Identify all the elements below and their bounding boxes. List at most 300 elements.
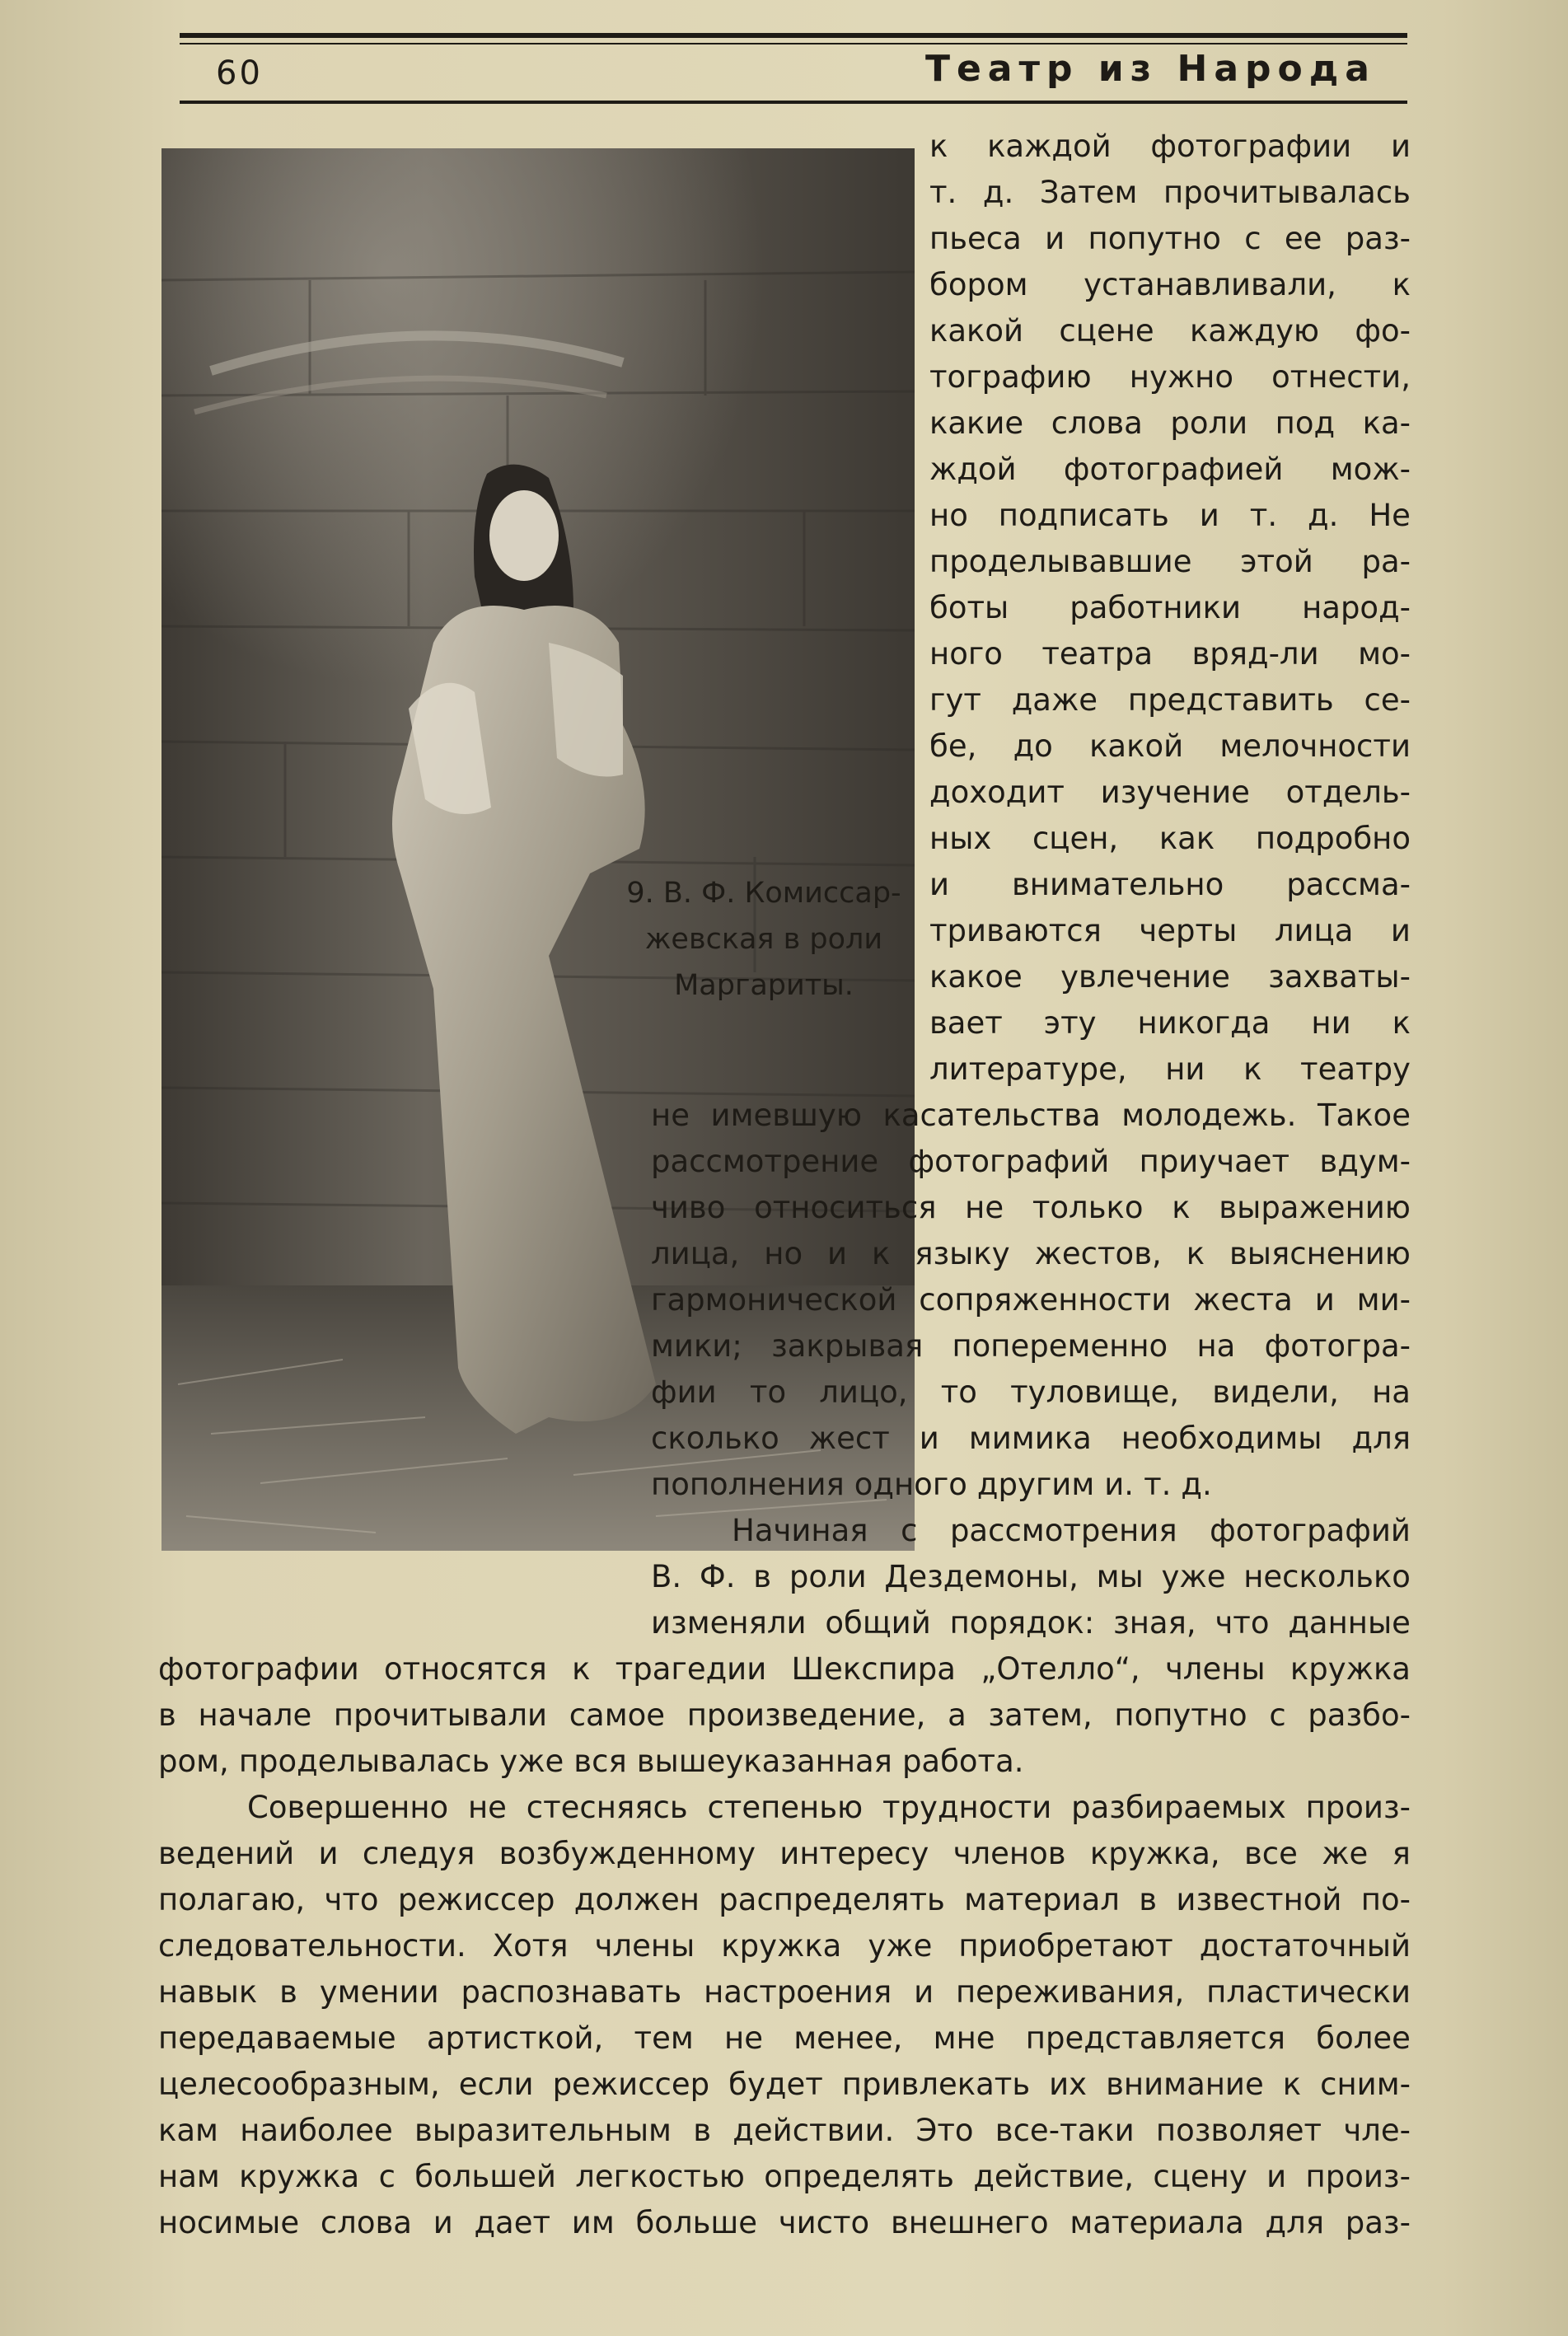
word: под [1275, 405, 1336, 441]
word: передаваемые [158, 2020, 396, 2056]
word: жеста [1193, 1282, 1293, 1318]
word: этой [1240, 544, 1313, 579]
word: ром, [158, 1744, 229, 1779]
word: чле- [1343, 2113, 1411, 2148]
word: произведение, [686, 1697, 926, 1733]
word: не [651, 1098, 690, 1133]
word: гармонической [651, 1282, 897, 1318]
text-line [929, 954, 1411, 1000]
word: с [378, 2159, 396, 2194]
word: работа. [901, 1744, 1024, 1779]
word: д. [1181, 1467, 1212, 1502]
word: подписать [998, 498, 1169, 533]
word: одного [854, 1467, 967, 1502]
word: закрывая [771, 1328, 924, 1364]
word: попутно [1114, 1697, 1247, 1733]
word: мимика [968, 1421, 1092, 1456]
text-line [929, 585, 1411, 631]
word: полагаю, [158, 1882, 306, 1917]
word: уже [868, 1928, 933, 1964]
word: гут [929, 682, 981, 718]
word: отдель- [1285, 775, 1411, 810]
word: действии. [733, 2113, 895, 2148]
header-rule-top-thin [180, 43, 1407, 44]
word: триваются [929, 913, 1102, 948]
word: материал [964, 1882, 1120, 1917]
text-line [929, 908, 1411, 954]
caption-line: Маргариты. [674, 969, 854, 1002]
text-line [929, 170, 1411, 216]
word: т. [1249, 498, 1278, 533]
word: фо- [1355, 313, 1411, 349]
text-line [651, 1416, 1411, 1462]
word: следуя [362, 1836, 475, 1871]
word: Такое [1317, 1098, 1411, 1133]
word: что [1215, 1605, 1270, 1641]
word: пластически [1206, 1974, 1411, 2010]
text-line [929, 400, 1411, 447]
word: прочитывали [333, 1697, 548, 1733]
word: д. [1308, 498, 1339, 533]
word: представляется [1025, 2020, 1286, 2056]
word: слова [320, 2205, 412, 2240]
word: относиться [754, 1190, 937, 1225]
word: все [1244, 1836, 1298, 1871]
header-rule-bottom [180, 101, 1407, 104]
word: жест [808, 1421, 890, 1456]
word: выразительным [414, 2113, 672, 2148]
word: умении [319, 1974, 439, 2010]
text-line [247, 1785, 1411, 1831]
word: изменяли [651, 1605, 807, 1641]
word: в [158, 1697, 176, 1733]
word: что [324, 1882, 379, 1917]
word: кружка [1290, 1651, 1411, 1687]
text-line [929, 862, 1411, 908]
word: имевшую [710, 1098, 862, 1133]
word: трагедии [615, 1651, 767, 1687]
word: и [1390, 129, 1411, 164]
word: каждой [987, 129, 1112, 164]
text-line [929, 1046, 1411, 1093]
word: кружка [721, 1928, 842, 1964]
text-line [929, 631, 1411, 677]
word: выяснению [1229, 1236, 1411, 1271]
word: на [1196, 1328, 1236, 1364]
word: трудности [882, 1790, 1052, 1825]
word: режиссер [552, 2067, 710, 2102]
word: определять [764, 2159, 954, 2194]
word: к [572, 1651, 591, 1687]
word: и [1199, 498, 1219, 533]
text-line [929, 1000, 1411, 1046]
word: разбираемых [1071, 1790, 1286, 1825]
figure-caption [587, 870, 941, 1060]
word: лицо, [819, 1374, 908, 1410]
word: Дездемоны, [884, 1559, 1079, 1594]
text-line [158, 1646, 1411, 1692]
text-line [158, 1831, 1411, 1877]
word: уже [1161, 1559, 1226, 1594]
word: тографию [929, 359, 1092, 395]
word: сцене [1059, 313, 1154, 349]
word: туловище, [1010, 1374, 1180, 1410]
word: все-таки [995, 2113, 1135, 2148]
word: фотографий [908, 1144, 1110, 1179]
word: чисто [778, 2205, 870, 2240]
word: к [871, 1236, 891, 1271]
word: бором [929, 267, 1028, 302]
word: как [1158, 821, 1215, 856]
word: легкостью [575, 2159, 745, 2194]
word: Это [915, 2113, 974, 2148]
word: относятся [384, 1651, 547, 1687]
word: т. [929, 175, 957, 210]
word: действие, [973, 2159, 1135, 2194]
word: членов [953, 1836, 1066, 1871]
text-line [158, 1739, 1411, 1785]
word: В. [651, 1559, 682, 1594]
word: для [1351, 1421, 1411, 1456]
word: каждую [1190, 313, 1320, 349]
text-line [651, 1231, 1411, 1277]
word: больше [635, 2205, 758, 2240]
word: их [1049, 2067, 1088, 2102]
text-line [651, 1277, 1411, 1323]
word: фотографий [1210, 1513, 1411, 1548]
word: распознавать [461, 1974, 682, 2010]
word: с [1269, 1697, 1286, 1733]
text-line [929, 216, 1411, 262]
word: по- [1360, 1882, 1411, 1917]
word: мо- [1358, 636, 1411, 672]
word: интересу [779, 1836, 929, 1871]
word: дает [474, 2205, 551, 2240]
word: ее [1284, 221, 1322, 256]
text-line [929, 770, 1411, 816]
word: несколько [1243, 1559, 1411, 1594]
word: нужно [1129, 359, 1233, 395]
word: ных [929, 821, 992, 856]
word: работники [1070, 590, 1242, 625]
word: члены [1164, 1651, 1266, 1687]
word: другим [976, 1467, 1095, 1502]
word: то [940, 1374, 977, 1410]
word: не [965, 1190, 1004, 1225]
word: и [433, 2205, 453, 2240]
word: пьеса [929, 221, 1022, 256]
word: на [1372, 1374, 1411, 1410]
word: режиссер [397, 1882, 555, 1917]
text-line [651, 1185, 1411, 1231]
word: кружка [239, 2159, 360, 2194]
word: и [1390, 913, 1411, 948]
word: приобретают [958, 1928, 1173, 1964]
word: бе, [929, 728, 977, 764]
word: то [749, 1374, 787, 1410]
word: рассмотрение [651, 1144, 879, 1179]
word: изучение [1100, 775, 1250, 810]
text-line [651, 1600, 1411, 1646]
text-line [158, 2015, 1411, 2062]
word: д. [982, 175, 1014, 210]
word: эту [1043, 1005, 1097, 1041]
word: какие [929, 405, 1024, 441]
text-line [158, 1969, 1411, 2015]
word: и [318, 1836, 339, 1871]
word: попеременно [952, 1328, 1168, 1364]
word: и [1266, 2159, 1287, 2194]
word: попутно [1088, 221, 1221, 256]
word: достаточный [1199, 1928, 1411, 1964]
text-line [929, 816, 1411, 862]
word: какой [1089, 728, 1184, 764]
word: будет [728, 2067, 823, 2102]
word: тем [634, 2020, 694, 2056]
word: фотографии [158, 1651, 359, 1687]
word: возбужденному [498, 1836, 756, 1871]
text-line [651, 1139, 1411, 1185]
word: к [1282, 2067, 1302, 2102]
word: языку [915, 1236, 1010, 1271]
word: внимание [1106, 2067, 1264, 2102]
word: доходит [929, 775, 1065, 810]
word: переживания, [955, 1974, 1185, 2010]
word: фотографией [1063, 452, 1284, 487]
word: вся [573, 1744, 627, 1779]
word: Начиная [732, 1513, 868, 1548]
word: слова [1051, 405, 1143, 441]
word: только [1032, 1190, 1144, 1225]
word: даже [1011, 682, 1098, 718]
word: боты [929, 590, 1009, 625]
word: с [1244, 221, 1261, 256]
word: к [1172, 1190, 1191, 1225]
word: ми- [1356, 1282, 1411, 1318]
text-line [158, 1923, 1411, 1969]
word: кружка, [1089, 1836, 1220, 1871]
word: раз- [1345, 221, 1411, 256]
text-line [158, 2200, 1411, 2246]
word: Совершенно [247, 1790, 449, 1825]
header-rule-top [180, 33, 1407, 38]
word: увлечение [1060, 959, 1230, 995]
word: приучает [1139, 1144, 1290, 1179]
word: необходимы [1121, 1421, 1322, 1456]
word: роли [789, 1559, 867, 1594]
word: вышеуказанная [636, 1744, 892, 1779]
word: и [1045, 221, 1065, 256]
word: навык [158, 1974, 258, 2010]
word: вдум- [1319, 1144, 1411, 1179]
word: носимые [158, 2205, 300, 2240]
word: чиво [651, 1190, 726, 1225]
word: т. [1144, 1467, 1172, 1502]
word: зная, [1113, 1605, 1196, 1641]
word: Ф. [699, 1559, 736, 1594]
word: не [467, 1790, 507, 1825]
word: в [279, 1974, 297, 2010]
word: произ- [1305, 1790, 1411, 1825]
word: общий [825, 1605, 931, 1641]
word: мы [1096, 1559, 1144, 1594]
word: стесняясь [526, 1790, 688, 1825]
word: ни [1165, 1051, 1205, 1087]
word: к [1392, 267, 1411, 302]
text-line [929, 262, 1411, 308]
word: мелочности [1219, 728, 1411, 764]
word: выражению [1219, 1190, 1411, 1225]
word: нам [158, 2159, 220, 2194]
word: целесообразным, [158, 2067, 440, 2102]
word: и [929, 867, 950, 902]
word: фотогра- [1264, 1328, 1411, 1364]
word: следовательности. [158, 1928, 466, 1964]
word: и [919, 1421, 939, 1456]
word: а [948, 1697, 967, 1733]
word: я [1392, 1836, 1411, 1871]
word: в [1139, 1882, 1158, 1917]
word: пополнения [651, 1467, 845, 1502]
word: большей [414, 2159, 556, 2194]
word: известной [1176, 1882, 1342, 1917]
word: сним- [1320, 2067, 1411, 2102]
word: артисткой, [426, 2020, 604, 2056]
word: театра [1041, 636, 1154, 672]
word: рассма- [1286, 867, 1411, 902]
word: жестов, [1034, 1236, 1162, 1271]
word: литературе, [929, 1051, 1127, 1087]
word: к [1392, 1005, 1411, 1041]
word: в [693, 2113, 712, 2148]
word: степенью [707, 1790, 864, 1825]
word: если [458, 2067, 534, 2102]
word: Не [1369, 498, 1411, 533]
text-line [158, 1877, 1411, 1923]
word: народ- [1302, 590, 1411, 625]
word: прочитывалась [1163, 175, 1411, 210]
word: отнести, [1271, 359, 1411, 395]
word: настроения [704, 1974, 892, 2010]
text-line [651, 1554, 1411, 1600]
word: но [929, 498, 968, 533]
word: театру [1300, 1051, 1411, 1087]
word: проделывавшие [929, 544, 1192, 579]
text-line [929, 677, 1411, 723]
text-line [651, 1462, 1411, 1508]
word: начале [198, 1697, 312, 1733]
word: сцен, [1032, 821, 1119, 856]
caption-line: жевская в роли [644, 923, 883, 956]
word: самое [569, 1697, 666, 1733]
word: се- [1364, 682, 1411, 718]
word: ждой [929, 452, 1017, 487]
word: наиболее [240, 2113, 393, 2148]
word: до [1013, 728, 1053, 764]
text-line [929, 447, 1411, 493]
word: к [1186, 1236, 1205, 1271]
text-line [158, 2062, 1411, 2108]
word: и [914, 1974, 934, 2010]
word: Шекспира [791, 1651, 956, 1687]
word: для [1265, 2205, 1324, 2240]
word: порядок: [949, 1605, 1095, 1641]
text-line [929, 308, 1411, 354]
word: какой [929, 313, 1024, 349]
running-title: Театр из Народа [924, 48, 1376, 90]
word: в [753, 1559, 772, 1594]
text-line [158, 2108, 1411, 2154]
word: Хотя [492, 1928, 569, 1964]
word: к [1243, 1051, 1262, 1087]
word: роли [1170, 405, 1248, 441]
word: захваты- [1268, 959, 1411, 995]
text-line [651, 1093, 1411, 1139]
word: ного [929, 636, 1003, 672]
word: члены [594, 1928, 695, 1964]
word: лица, [651, 1236, 740, 1271]
word: внимательно [1012, 867, 1224, 902]
word: лица [1274, 913, 1354, 948]
text-line [929, 539, 1411, 585]
word: менее, [793, 2020, 903, 2056]
word: с [901, 1513, 918, 1548]
word: представить [1127, 682, 1334, 718]
word: но [764, 1236, 803, 1271]
word: фотографии [1150, 129, 1352, 164]
word: „Отелло“, [981, 1651, 1140, 1687]
word: сколько [651, 1421, 779, 1456]
text-line [929, 493, 1411, 539]
word: устанавливали, [1084, 267, 1336, 302]
caption-line: 9. В. Ф. Комиссар- [626, 877, 901, 910]
word: к [929, 129, 948, 164]
word: сопряженности [919, 1282, 1172, 1318]
text-line [651, 1323, 1411, 1369]
word: внешнего [890, 2205, 1049, 2240]
word: вряд-ли [1191, 636, 1319, 672]
word: сцену [1153, 2159, 1247, 2194]
word: данные [1288, 1605, 1411, 1641]
word: никогда [1137, 1005, 1271, 1041]
word: ни [1311, 1005, 1351, 1041]
text-line [732, 1508, 1411, 1554]
text-line [929, 723, 1411, 770]
word: Затем [1039, 175, 1138, 210]
word: произ- [1305, 2159, 1411, 2194]
page-number: 60 [216, 54, 263, 92]
word: рассмотрения [949, 1513, 1177, 1548]
word: и [827, 1236, 848, 1271]
word: не [724, 2020, 763, 2056]
word: позволяет [1155, 2113, 1322, 2148]
text-line [158, 1692, 1411, 1739]
word: должен [573, 1882, 700, 1917]
word: мож- [1330, 452, 1411, 487]
word: более [1316, 2020, 1411, 2056]
word: ра- [1361, 544, 1411, 579]
word: и. [1104, 1467, 1135, 1502]
word: разбо- [1308, 1697, 1411, 1733]
word: им [571, 2205, 615, 2240]
text-line [158, 2154, 1411, 2200]
word: и [1314, 1282, 1335, 1318]
word: черты [1139, 913, 1238, 948]
word: распределять [718, 1882, 945, 1917]
word: ведений [158, 1836, 295, 1871]
word: проделывалась [238, 1744, 490, 1779]
word: мики; [651, 1328, 742, 1364]
